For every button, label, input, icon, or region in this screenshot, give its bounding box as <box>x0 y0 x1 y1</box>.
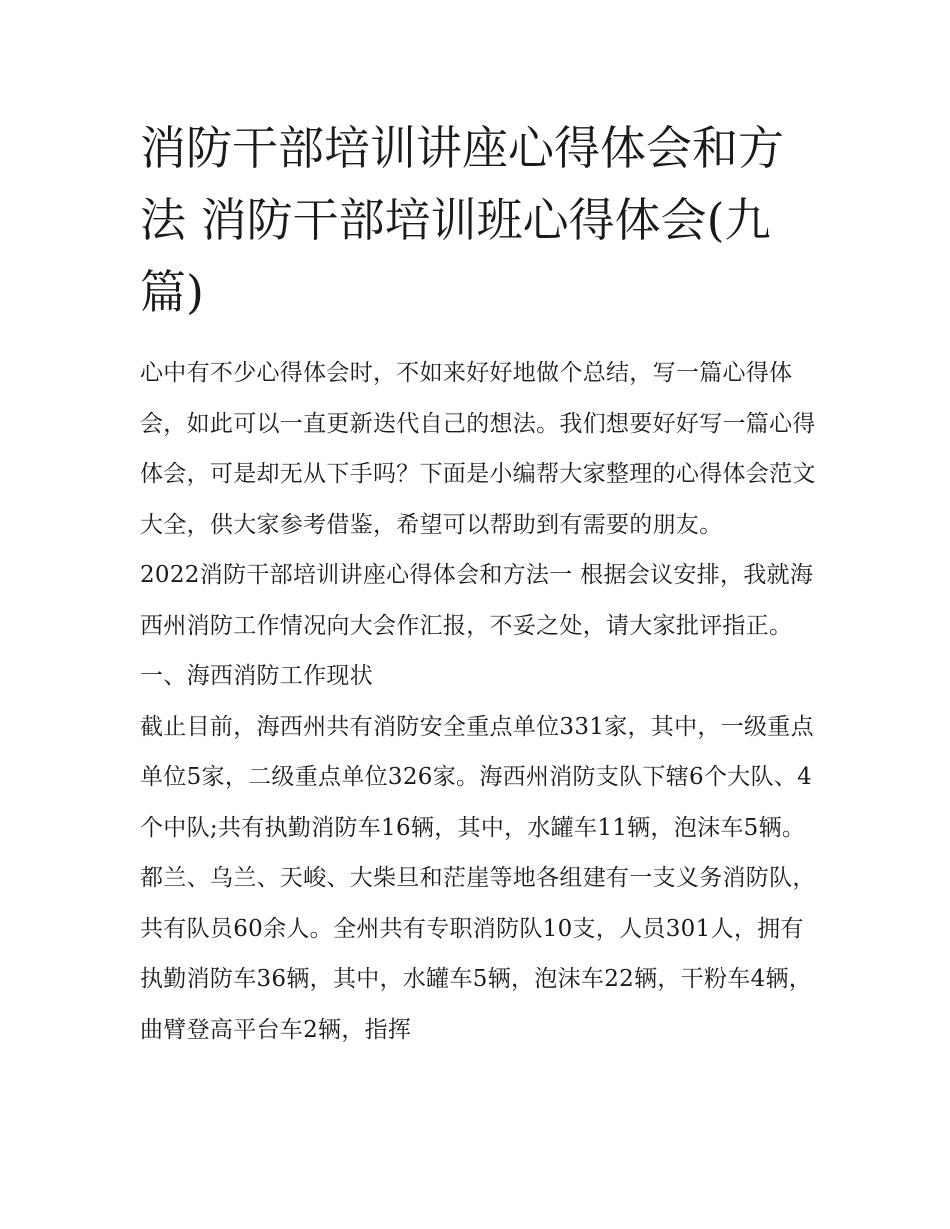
document-page <box>140 112 820 1055</box>
status-paragraph: 截止目前，海西州共有消防安全重点单位331家，其中，一级重点单位5家，二级重点单位326家。海西州消防支队下辖6个大队、4个中队;共有执勤消防车16辆，其中，水罐车11辆，泡沫车5辆。都兰、乌兰、天峻、大柴旦和茫崖等地各组建有一支义务消防队，共有队员60余人。全州共有专职消防队10支，人员301人，拥有执勤消防车36辆，其中，水罐车5辆，泡沫车22辆，干粉车4辆，曲臂登高平台车2辆，指挥 <box>140 713 816 1043</box>
intro-paragraph: 心中有不少心得体会时，不如来好好地做个总结，写一篇心得体会，如此可以一直更新迭代自己的想法。我们想要好好写一篇心得体会，可是却无从下手吗？下面是小编帮大家整理的心得体会范文大全，供大家参考借鉴，希望可以帮助到有需要的朋友。 <box>140 360 816 538</box>
document-title: 消防干部培训讲座心得体会和方法 消防干部培训班心得体会(九篇) <box>140 121 784 319</box>
section-one-paragraph: 2022消防干部培训讲座心得体会和方法一 根据会议安排，我就海西州消防工作情况向大会作汇报，不妥之处，请大家批评指正。 一、海西消防工作现状 <box>140 562 814 689</box>
